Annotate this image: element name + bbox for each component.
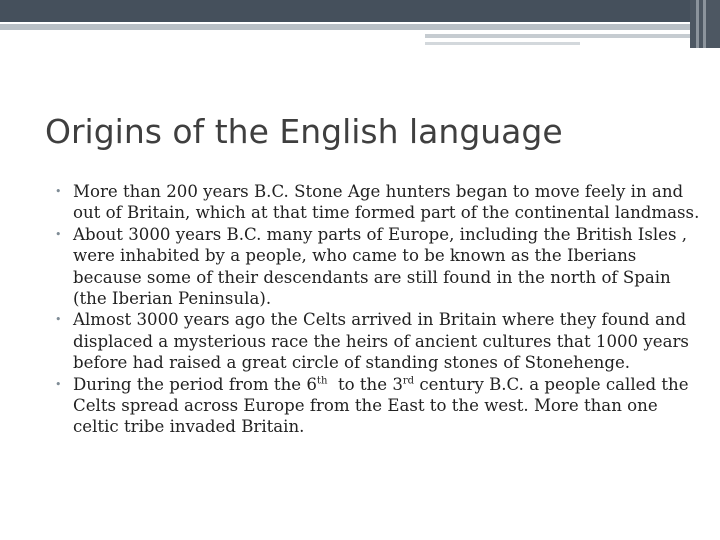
header-corner-block [690,0,720,48]
bullet-text: Almost 3000 years ago the Celts arrived in Britain where they found and displaced a mysterious race the heirs of ancient cultures that 1000 years before had raised a great circle of standing stones of Stonehenge. [73,310,689,373]
header-accent-line [425,34,690,38]
slide-title: Origins of the English language [45,112,563,151]
corner-stripe [696,0,699,48]
bullet-item [52,309,704,373]
bullet-icon: • [55,185,62,198]
bullet-text: About 3000 years B.C. many parts of Europe, including the British Isles , were inhabited by a people, who came to be known as the Iberians because some of their descendants are still found in the north of Spain (the Iberian Peninsula). [73,224,688,309]
header-band [0,0,720,22]
bullet-icon: • [55,313,62,327]
bullet-item [52,374,704,438]
bullet-text: More than 200 years B.C. Stone Age hunters began to move feely in and out of Britain, which at that time formed part of the continental landmass. [73,182,700,223]
bullet-icon: • [55,377,62,391]
bullet-list [52,181,704,438]
bullet-text-part: century B.C. a people called the Celts spread across Europe from the East to the west. More than one celtic tribe invaded Britain. [73,374,689,437]
corner-stripe [703,0,706,48]
bullet-item [52,224,704,310]
header-accent-line [0,24,690,30]
superscript: th [316,375,328,387]
superscript: rd [402,375,415,387]
bullet-text-part: to the 3 [327,374,403,394]
bullet-text [73,375,689,437]
bullet-item [52,181,704,224]
bullet-icon: • [55,227,62,241]
header-accent-line [425,42,580,45]
bullet-text-part: During the period from the 6 [73,374,317,394]
